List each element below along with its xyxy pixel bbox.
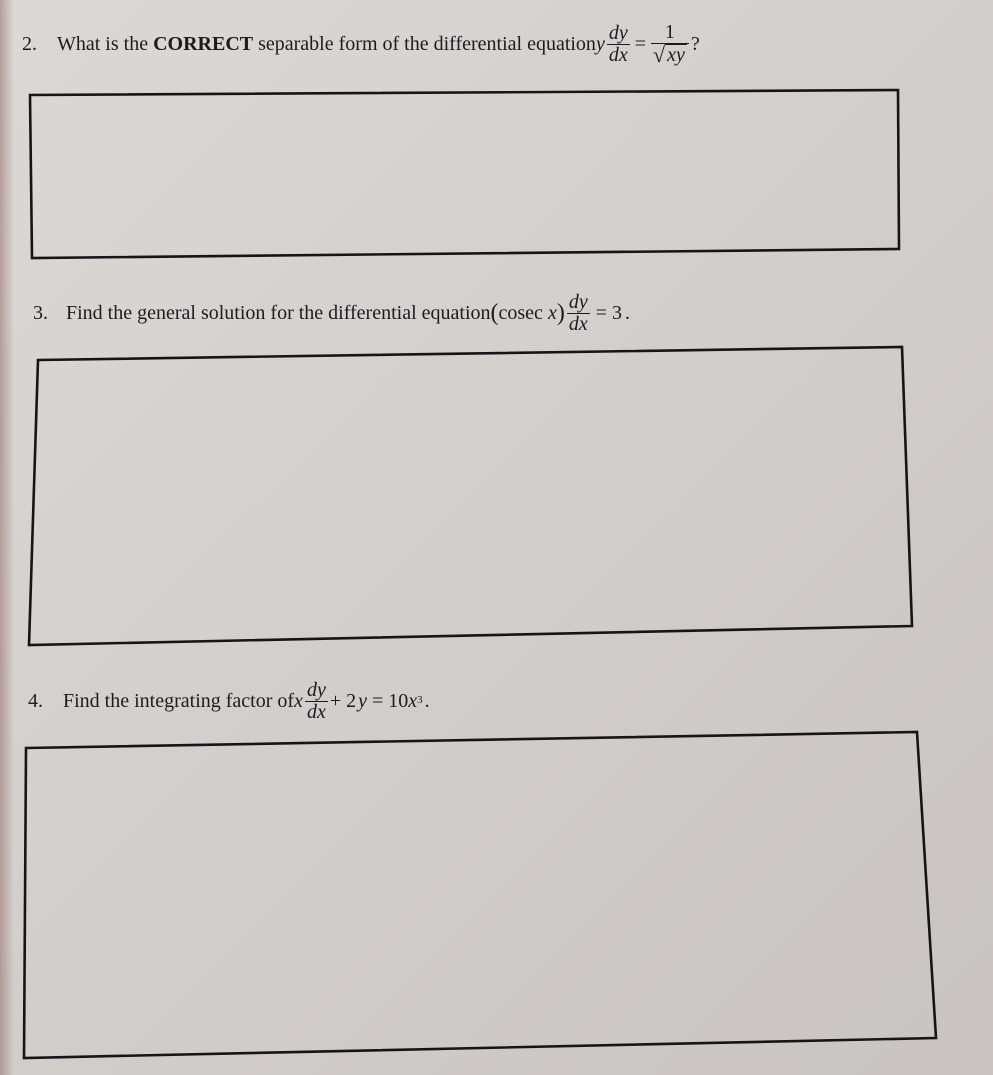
fraction-dy-dx: $\frac{dy}{dx}$ [608,22,628,66]
question-text: Find the general solution for the differential equation [66,302,491,324]
question-number: 4. [28,690,43,712]
emphasis-correct: CORRECT [153,33,254,55]
fraction-one-over-root: 1 √ xy [651,22,689,67]
fraction-dy-dx: $\frac{dy}{dx}$ [306,679,326,723]
equation-q4: x $\frac{dy}{dx}$ + 2 y = 10 x $^3$ . [294,679,430,723]
question-text: Find the integrating factor of [63,690,295,712]
equation-q2: y $\frac{dy}{dx}$ = 1 √ xy ? [595,21,700,67]
fraction-dy-dx: $\frac{dy}{dx}$ [568,291,588,335]
square-root: √ xy [653,42,685,67]
equation-q3: ( cosec x ) $\frac{dy}{dx}$ = 3 . [490,291,630,335]
question-number: 3. [33,302,48,324]
question-number: 2. [22,33,37,55]
question-text: What is the CORRECT separable form of the differential equation [57,33,596,55]
